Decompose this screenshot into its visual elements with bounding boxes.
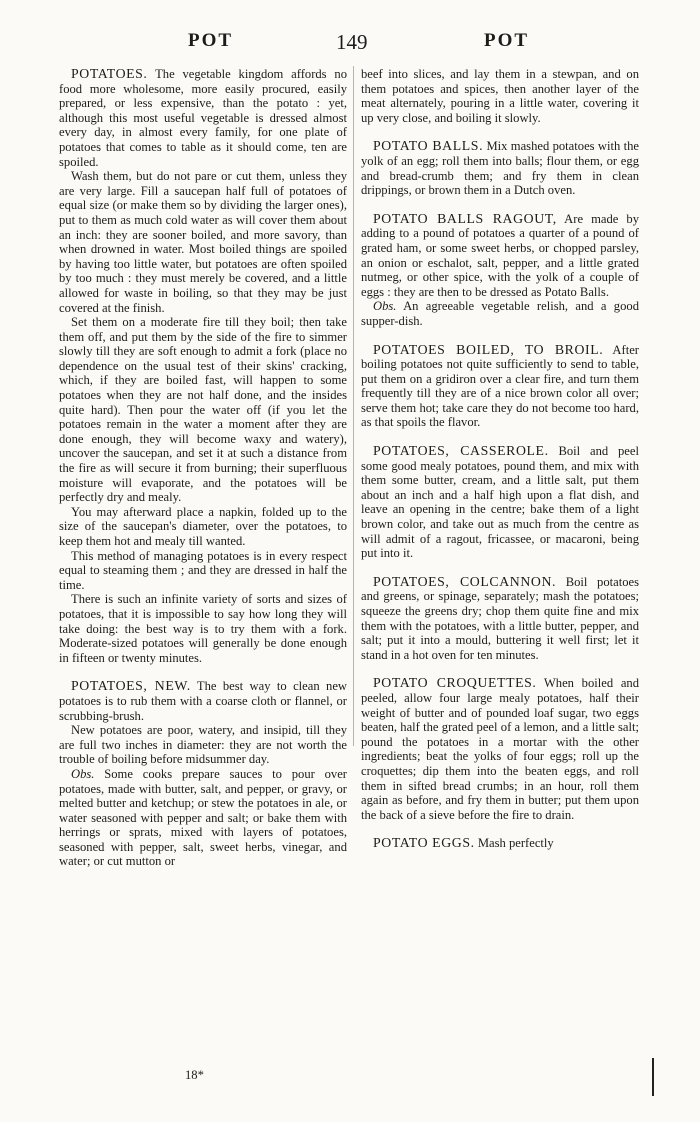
obs-label: Obs.	[373, 299, 397, 314]
entry-heading: POTATOES, NEW.	[71, 678, 191, 694]
paragraph	[59, 67, 347, 169]
entry-text: The best way to clean new potatoes is to rub them with a coarse cloth or flannel, or scrubbing-brush.	[59, 679, 347, 723]
entry-text: Are made by adding to a pound of potatoes a quarter of a pound of grated ham, or some sweet herbs, or chopped parsley, an onion or eschalot, salt, pepper, and a little grated nutmeg, or other spice, with the yolk of a couple of eggs : they are then to be dressed as Potato Balls.	[361, 211, 639, 299]
entry-text: There is such an infinite variety of sorts and sizes of potatoes, that it is impossible to say how long they will take doing: the best way is to try them with a fork. Moderate-sized potatoes will generally be done enough in fifteen or twenty minutes.	[59, 592, 347, 665]
entry-text: Mash perfectly	[474, 836, 554, 851]
paragraph	[361, 212, 639, 300]
paragraph	[59, 723, 347, 767]
running-header	[0, 30, 700, 56]
entry-heading: POTATOES, CASSEROLE.	[373, 443, 549, 459]
entry-heading: POTATO CROQUETTES.	[373, 675, 537, 691]
header-right-word: POT	[484, 30, 530, 51]
paragraph	[59, 505, 347, 549]
paragraph	[59, 592, 347, 665]
signature-mark: 18*	[185, 1068, 204, 1082]
right-column	[361, 67, 639, 851]
entry-text: This method of managing potatoes is in every respect equal to steaming them ; and they are dressed in half the time.	[59, 548, 347, 592]
page-number: 149	[336, 30, 368, 54]
entry-text: Mix mashed potatoes with the yolk of an egg; roll them into balls; flour them, or egg and bread-crumb them; and fry them in clean drippings, or brown them in a Dutch oven.	[361, 139, 639, 198]
entry-text: After boiling potatoes not quite sufficiently to send to table, put them on a gridiron over a clear fire, and turn them frequently till they are of a nice brown color all over; serve them hot; take care they do not become too hard, as that spoils the flavor.	[361, 342, 639, 430]
paragraph	[59, 767, 347, 869]
entry-heading: POTATO BALLS RAGOUT,	[373, 210, 557, 226]
paragraph	[361, 67, 639, 125]
paragraph	[361, 139, 639, 197]
entry-text: Boil and peel some good mealy potatoes, pound them, and mix with them some butter, cream, and a little salt, put them about an inch and a half high upon a flat dish, and leave an opening in the centre; bake them of a light brown color, and take out as much from the centre as will admit of a ragout, fricassee, or macaroni, being put into it.	[361, 444, 639, 561]
entry-text: The vegetable kingdom affords no food more wholesome, more easily procured, easily prepared, or less expensive, than the potato : yet, although this most useful vegetable is dressed almost every day, in almost every family, for one plate of potatoes that comes to table as it should come, ten are spoiled.	[59, 67, 347, 169]
entry-heading: POTATO BALLS.	[373, 138, 484, 154]
margin-mark	[652, 1058, 654, 1096]
header-left-word: POT	[188, 30, 234, 51]
entry-text: An agreeable vegetable relish, and a good supper-dish.	[361, 299, 639, 328]
entry-text: New potatoes are poor, watery, and insipid, till they are full two inches in diameter: they are not worth the trouble of boiling before midsummer day.	[59, 723, 347, 767]
obs-label: Obs.	[71, 766, 95, 781]
paragraph	[59, 169, 347, 315]
entry-text: When boiled and peeled, allow four large mealy potatoes, half their weight of butter and of pounded loaf sugar, two eggs beaten, half the grated peel of a lemon, and a little salt; pound the potatoes in a mortar with the other ingredients; beat the yolks of four eggs; roll up the croquettes; dip them into the beaten eggs, and roll them in sifted bread crumbs; in an hour, roll them again as before, and fry them in butter; put them upon the back of a sieve before the fire to drain.	[361, 676, 639, 822]
left-column	[59, 67, 347, 869]
paragraph	[361, 575, 639, 663]
paragraph	[59, 315, 347, 505]
entry-heading: POTATOES.	[71, 66, 148, 81]
entry-text: beef into slices, and lay them in a stewpan, and on them potatoes and spices, then another layer of the meat alternately, pouring in a little water, covering it up very close, and boiling it slowly.	[361, 67, 639, 125]
entry-heading: POTATOES, COLCANNON.	[373, 573, 557, 589]
entry-heading: POTATOES BOILED, TO BROIL.	[373, 341, 604, 357]
paragraph	[361, 836, 639, 851]
paragraph	[361, 299, 639, 328]
paragraph	[59, 679, 347, 723]
entry-text: Set them on a moderate fire till they boil; then take them off, and put them by the side of the fire to simmer slowly till they are soft enough to admit a fork (place no dependence on the usual test of their skins' cracking, which, if they are boiled fast, will happen to some potatoes when they are not half done, and the insides quite hard). Then pour the water off (if you let the potatoes remain in the water a moment after they are done enough, they will become waxy and watery), uncover the saucepan, and set it at such a distance from the fire as will secure it from burning; their superfluous moisture will evaporate, and the potatoes will be perfectly dry and mealy.	[59, 315, 347, 505]
entry-text: Some cooks prepare sauces to pour over potatoes, made with butter, salt, and pepper, or gravy, or melted butter and ketchup; or stew the potatoes in ale, or water seasoned with pepper and salt; or bake them with herrings or sprats, mixed with layers of potatoes, seasoned with pepper, salt, sweet herbs, vinegar, and water; or cut mutton or	[59, 766, 347, 869]
paragraph	[361, 676, 639, 822]
entry-text: Boil potatoes and greens, or spinage, separately; mash the potatoes; squeeze the greens dry; chop them quite fine and mix them with the potatoes, with a little butter, pepper, and salt; put it into a mould, buttering it well first; let it stand in a hot oven for ten minutes.	[361, 574, 639, 662]
entry-text: You may afterward place a napkin, folded up to the size of the saucepan's diameter, over the potatoes, to keep them hot and mealy till wanted.	[59, 504, 347, 548]
entry-text: Wash them, but do not pare or cut them, unless they are very large. Fill a saucepan half full of potatoes of equal size (or make them so by dividing the larger ones), put to them as much cold water as will cover them about an inch: they are sooner boiled, and more savory, than when drowned in water. Most boiled things are spoiled by having too little water, but potatoes are often spoiled by too much : they must merely be covered, and a little allowed for waste in boiling, so that they may be just covered at the finish.	[59, 169, 347, 315]
column-divider	[353, 66, 354, 746]
paragraph	[59, 549, 347, 593]
entry-heading: POTATO EGGS.	[373, 835, 475, 851]
paragraph	[361, 444, 639, 561]
paragraph	[361, 343, 639, 431]
